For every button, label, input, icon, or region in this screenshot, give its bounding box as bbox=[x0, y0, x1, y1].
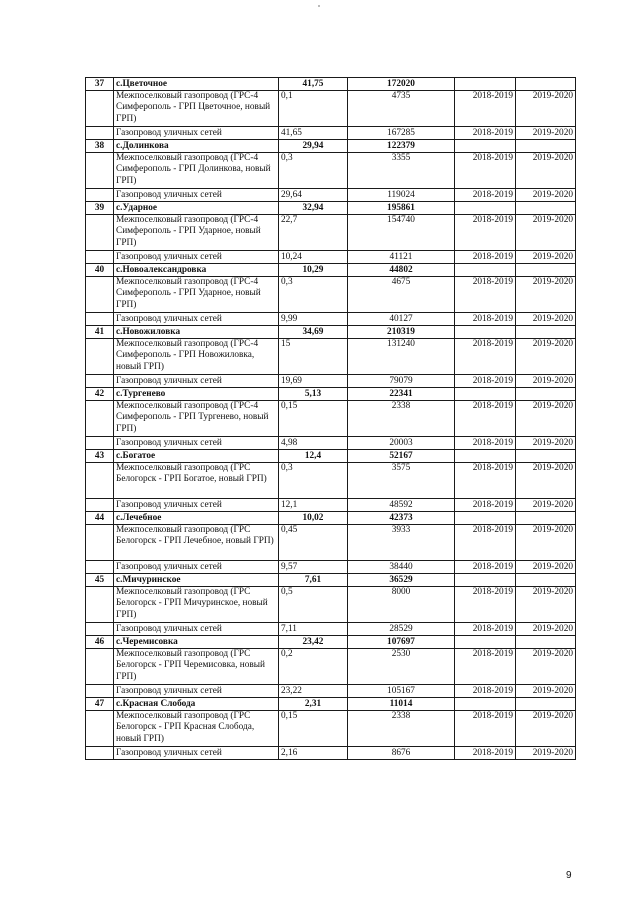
empty-cell bbox=[455, 202, 516, 215]
pipeline-name: Межпоселковый газопровод (ГРС Белогорск - ГРП Красная Слобода, новый ГРП) bbox=[114, 711, 279, 747]
construction-period: 2019-2020 bbox=[516, 437, 576, 450]
settlement-row bbox=[86, 512, 576, 525]
pipeline-length: 22,7 bbox=[279, 215, 348, 251]
street-network-length: 19,69 bbox=[279, 375, 348, 388]
street-network-cost: 167285 bbox=[348, 127, 455, 140]
settlement-length: 32,94 bbox=[279, 202, 348, 215]
pipeline-cost: 3933 bbox=[348, 525, 455, 561]
street-network-length: 7,11 bbox=[279, 623, 348, 636]
street-network-length: 9,57 bbox=[279, 561, 348, 574]
pipeline-length: 0,45 bbox=[279, 525, 348, 561]
street-network-cost: 41121 bbox=[348, 251, 455, 264]
construction-period: 2019-2020 bbox=[516, 685, 576, 698]
pipeline-length: 0,2 bbox=[279, 649, 348, 685]
street-network-cost: 20003 bbox=[348, 437, 455, 450]
pipeline-name: Межпоселковый газопровод (ГРС-4 Симферополь - ГРП Тургенево, новый ГРП) bbox=[114, 401, 279, 437]
design-period: 2018-2019 bbox=[455, 711, 516, 747]
pipeline-cost: 2530 bbox=[348, 649, 455, 685]
street-network-length: 29,64 bbox=[279, 189, 348, 202]
construction-period: 2019-2020 bbox=[516, 277, 576, 313]
pipeline-length: 0,3 bbox=[279, 153, 348, 189]
pipeline-length: 0,1 bbox=[279, 91, 348, 127]
street-network-name: Газопровод уличных сетей bbox=[114, 747, 279, 760]
street-network-cost: 28529 bbox=[348, 623, 455, 636]
table-body bbox=[86, 78, 576, 760]
street-network-cost: 38440 bbox=[348, 561, 455, 574]
street-network-row bbox=[86, 189, 576, 202]
settlement-name: с.Долинкова bbox=[114, 140, 279, 153]
street-network-row bbox=[86, 499, 576, 512]
construction-period: 2019-2020 bbox=[516, 153, 576, 189]
row-number: 37 bbox=[86, 78, 114, 91]
construction-period: 2019-2020 bbox=[516, 91, 576, 127]
empty-cell bbox=[86, 189, 114, 202]
settlement-row bbox=[86, 326, 576, 339]
settlement-length: 5,13 bbox=[279, 388, 348, 401]
street-network-name: Газопровод уличных сетей bbox=[114, 437, 279, 450]
street-network-cost: 79079 bbox=[348, 375, 455, 388]
row-number: 40 bbox=[86, 264, 114, 277]
street-network-length: 10,24 bbox=[279, 251, 348, 264]
settlement-name: с.Ударное bbox=[114, 202, 279, 215]
design-period: 2018-2019 bbox=[455, 685, 516, 698]
street-network-name: Газопровод уличных сетей bbox=[114, 313, 279, 326]
settlement-name: с.Новоалександровка bbox=[114, 264, 279, 277]
street-network-cost: 40127 bbox=[348, 313, 455, 326]
settlement-length: 23,42 bbox=[279, 636, 348, 649]
empty-cell bbox=[516, 636, 576, 649]
street-network-row bbox=[86, 623, 576, 636]
row-number: 45 bbox=[86, 574, 114, 587]
empty-cell bbox=[455, 698, 516, 711]
empty-cell bbox=[455, 264, 516, 277]
empty-cell bbox=[86, 339, 114, 375]
row-number: 46 bbox=[86, 636, 114, 649]
intersettlement-pipeline-row bbox=[86, 277, 576, 313]
empty-cell bbox=[455, 140, 516, 153]
construction-period: 2019-2020 bbox=[516, 215, 576, 251]
empty-cell bbox=[516, 450, 576, 463]
street-network-name: Газопровод уличных сетей bbox=[114, 375, 279, 388]
empty-cell bbox=[516, 140, 576, 153]
empty-cell bbox=[455, 574, 516, 587]
pipeline-length: 0,15 bbox=[279, 711, 348, 747]
design-period: 2018-2019 bbox=[455, 499, 516, 512]
settlement-length: 29,94 bbox=[279, 140, 348, 153]
pipeline-length: 0,3 bbox=[279, 463, 348, 499]
construction-period: 2019-2020 bbox=[516, 499, 576, 512]
intersettlement-pipeline-row bbox=[86, 525, 576, 561]
street-network-length: 9,99 bbox=[279, 313, 348, 326]
settlement-name: с.Черемисовка bbox=[114, 636, 279, 649]
pipeline-length: 0,5 bbox=[279, 587, 348, 623]
settlement-cost: 22341 bbox=[348, 388, 455, 401]
row-number: 41 bbox=[86, 326, 114, 339]
pipeline-cost: 2338 bbox=[348, 401, 455, 437]
construction-period: 2019-2020 bbox=[516, 313, 576, 326]
construction-period: 2019-2020 bbox=[516, 401, 576, 437]
street-network-name: Газопровод уличных сетей bbox=[114, 499, 279, 512]
design-period: 2018-2019 bbox=[455, 251, 516, 264]
construction-period: 2019-2020 bbox=[516, 711, 576, 747]
design-period: 2018-2019 bbox=[455, 215, 516, 251]
empty-cell bbox=[86, 277, 114, 313]
pipeline-name: Межпоселковый газопровод (ГРС Белогорск - ГРП Мичуринское, новый ГРП) bbox=[114, 587, 279, 623]
empty-cell bbox=[516, 202, 576, 215]
pipeline-cost: 2338 bbox=[348, 711, 455, 747]
street-network-name: Газопровод уличных сетей bbox=[114, 251, 279, 264]
pipeline-cost: 3355 bbox=[348, 153, 455, 189]
street-network-row bbox=[86, 251, 576, 264]
empty-cell bbox=[516, 326, 576, 339]
pipeline-name: Межпоселковый газопровод (ГРС-4 Симферополь - ГРП Цветочное, новый ГРП) bbox=[114, 91, 279, 127]
settlement-name: с.Цветочное bbox=[114, 78, 279, 91]
intersettlement-pipeline-row bbox=[86, 587, 576, 623]
intersettlement-pipeline-row bbox=[86, 339, 576, 375]
design-period: 2018-2019 bbox=[455, 401, 516, 437]
empty-cell bbox=[455, 450, 516, 463]
street-network-row bbox=[86, 685, 576, 698]
empty-cell bbox=[516, 78, 576, 91]
settlement-length: 10,29 bbox=[279, 264, 348, 277]
settlement-cost: 11014 bbox=[348, 698, 455, 711]
empty-cell bbox=[86, 127, 114, 140]
pipeline-cost: 3575 bbox=[348, 463, 455, 499]
construction-period: 2019-2020 bbox=[516, 375, 576, 388]
pipeline-cost: 8000 bbox=[348, 587, 455, 623]
street-network-length: 2,16 bbox=[279, 747, 348, 760]
settlement-name: с.Богатое bbox=[114, 450, 279, 463]
empty-cell bbox=[86, 499, 114, 512]
street-network-cost: 119024 bbox=[348, 189, 455, 202]
settlement-row bbox=[86, 264, 576, 277]
design-period: 2018-2019 bbox=[455, 561, 516, 574]
pipeline-length: 15 bbox=[279, 339, 348, 375]
street-network-name: Газопровод уличных сетей bbox=[114, 189, 279, 202]
settlement-cost: 42373 bbox=[348, 512, 455, 525]
pipeline-cost: 4675 bbox=[348, 277, 455, 313]
pipeline-length: 0,15 bbox=[279, 401, 348, 437]
street-network-cost: 8676 bbox=[348, 747, 455, 760]
settlement-row bbox=[86, 574, 576, 587]
street-network-row bbox=[86, 127, 576, 140]
row-number: 38 bbox=[86, 140, 114, 153]
settlement-length: 12,4 bbox=[279, 450, 348, 463]
settlement-cost: 52167 bbox=[348, 450, 455, 463]
construction-period: 2019-2020 bbox=[516, 339, 576, 375]
intersettlement-pipeline-row bbox=[86, 649, 576, 685]
settlement-length: 2,31 bbox=[279, 698, 348, 711]
pipeline-name: Межпоселковый газопровод (ГРС-4 Симферополь - ГРП Новожиловка, новый ГРП) bbox=[114, 339, 279, 375]
intersettlement-pipeline-row bbox=[86, 711, 576, 747]
empty-cell bbox=[86, 313, 114, 326]
empty-cell bbox=[86, 401, 114, 437]
empty-cell bbox=[455, 512, 516, 525]
intersettlement-pipeline-row bbox=[86, 215, 576, 251]
design-period: 2018-2019 bbox=[455, 127, 516, 140]
street-network-length: 23,22 bbox=[279, 685, 348, 698]
settlement-name: с.Лечебное bbox=[114, 512, 279, 525]
pipeline-name: Межпоселковый газопровод (ГРС-4 Симферополь - ГРП Долинкова, новый ГРП) bbox=[114, 153, 279, 189]
row-number: 43 bbox=[86, 450, 114, 463]
pipeline-name: Межпоселковый газопровод (ГРС Белогорск - ГРП Богатое, новый ГРП) bbox=[114, 463, 279, 499]
settlement-name: с.Мичуринское bbox=[114, 574, 279, 587]
settlement-row bbox=[86, 450, 576, 463]
empty-cell bbox=[455, 326, 516, 339]
intersettlement-pipeline-row bbox=[86, 463, 576, 499]
design-period: 2018-2019 bbox=[455, 463, 516, 499]
empty-cell bbox=[86, 251, 114, 264]
pipeline-name: Межпоселковый газопровод (ГРС Белогорск - ГРП Черемисовка, новый ГРП) bbox=[114, 649, 279, 685]
settlement-cost: 210319 bbox=[348, 326, 455, 339]
street-network-cost: 105167 bbox=[348, 685, 455, 698]
empty-cell bbox=[516, 574, 576, 587]
construction-period: 2019-2020 bbox=[516, 747, 576, 760]
empty-cell bbox=[86, 215, 114, 251]
intersettlement-pipeline-row bbox=[86, 153, 576, 189]
construction-period: 2019-2020 bbox=[516, 623, 576, 636]
settlement-name: с.Красная Слобода bbox=[114, 698, 279, 711]
design-period: 2018-2019 bbox=[455, 587, 516, 623]
empty-cell bbox=[86, 375, 114, 388]
settlement-cost: 172020 bbox=[348, 78, 455, 91]
empty-cell bbox=[455, 388, 516, 401]
empty-cell bbox=[86, 91, 114, 127]
settlement-cost: 44802 bbox=[348, 264, 455, 277]
construction-period: 2019-2020 bbox=[516, 525, 576, 561]
empty-cell bbox=[86, 437, 114, 450]
design-period: 2018-2019 bbox=[455, 437, 516, 450]
intersettlement-pipeline-row bbox=[86, 401, 576, 437]
design-period: 2018-2019 bbox=[455, 153, 516, 189]
street-network-cost: 48592 bbox=[348, 499, 455, 512]
design-period: 2018-2019 bbox=[455, 747, 516, 760]
design-period: 2018-2019 bbox=[455, 525, 516, 561]
gasification-table bbox=[85, 77, 576, 760]
settlement-length: 41,75 bbox=[279, 78, 348, 91]
settlement-cost: 107697 bbox=[348, 636, 455, 649]
design-period: 2018-2019 bbox=[455, 375, 516, 388]
design-period: 2018-2019 bbox=[455, 339, 516, 375]
settlement-length: 7,61 bbox=[279, 574, 348, 587]
row-number: 44 bbox=[86, 512, 114, 525]
pipeline-cost: 154740 bbox=[348, 215, 455, 251]
design-period: 2018-2019 bbox=[455, 189, 516, 202]
empty-cell bbox=[86, 685, 114, 698]
settlement-row bbox=[86, 698, 576, 711]
street-network-row bbox=[86, 375, 576, 388]
design-period: 2018-2019 bbox=[455, 649, 516, 685]
empty-cell bbox=[86, 711, 114, 747]
empty-cell bbox=[516, 388, 576, 401]
street-network-row bbox=[86, 561, 576, 574]
street-network-row bbox=[86, 747, 576, 760]
street-network-length: 12,1 bbox=[279, 499, 348, 512]
empty-cell bbox=[455, 636, 516, 649]
pipeline-name: Межпоселковый газопровод (ГРС Белогорск - ГРП Лечебное, новый ГРП) bbox=[114, 525, 279, 561]
empty-cell bbox=[86, 463, 114, 499]
construction-period: 2019-2020 bbox=[516, 649, 576, 685]
design-period: 2018-2019 bbox=[455, 277, 516, 313]
construction-period: 2019-2020 bbox=[516, 127, 576, 140]
settlement-row bbox=[86, 78, 576, 91]
design-period: 2018-2019 bbox=[455, 313, 516, 326]
design-period: 2018-2019 bbox=[455, 623, 516, 636]
street-network-name: Газопровод уличных сетей bbox=[114, 127, 279, 140]
construction-period: 2019-2020 bbox=[516, 587, 576, 623]
empty-cell bbox=[86, 747, 114, 760]
empty-cell bbox=[516, 698, 576, 711]
pipeline-length: 0,3 bbox=[279, 277, 348, 313]
empty-cell bbox=[516, 264, 576, 277]
street-network-name: Газопровод уличных сетей bbox=[114, 623, 279, 636]
construction-period: 2019-2020 bbox=[516, 561, 576, 574]
settlement-length: 34,69 bbox=[279, 326, 348, 339]
street-network-row bbox=[86, 437, 576, 450]
empty-cell bbox=[86, 649, 114, 685]
settlement-row bbox=[86, 140, 576, 153]
scan-speck bbox=[318, 5, 320, 7]
empty-cell bbox=[86, 561, 114, 574]
street-network-name: Газопровод уличных сетей bbox=[114, 561, 279, 574]
design-period: 2018-2019 bbox=[455, 91, 516, 127]
settlement-cost: 122379 bbox=[348, 140, 455, 153]
settlement-row bbox=[86, 636, 576, 649]
pipeline-cost: 131240 bbox=[348, 339, 455, 375]
empty-cell bbox=[455, 78, 516, 91]
construction-period: 2019-2020 bbox=[516, 463, 576, 499]
pipeline-cost: 4735 bbox=[348, 91, 455, 127]
construction-period: 2019-2020 bbox=[516, 189, 576, 202]
intersettlement-pipeline-row bbox=[86, 91, 576, 127]
street-network-length: 4,98 bbox=[279, 437, 348, 450]
settlement-row bbox=[86, 388, 576, 401]
construction-period: 2019-2020 bbox=[516, 251, 576, 264]
settlement-cost: 36529 bbox=[348, 574, 455, 587]
row-number: 42 bbox=[86, 388, 114, 401]
empty-cell bbox=[86, 623, 114, 636]
empty-cell bbox=[86, 153, 114, 189]
settlement-length: 10,02 bbox=[279, 512, 348, 525]
page-number: 9 bbox=[566, 870, 572, 881]
street-network-length: 41,65 bbox=[279, 127, 348, 140]
settlement-name: с.Тургенево bbox=[114, 388, 279, 401]
pipeline-name: Межпоселковый газопровод (ГРС-4 Симферополь - ГРП Ударное, новый ГРП) bbox=[114, 215, 279, 251]
empty-cell bbox=[86, 587, 114, 623]
empty-cell bbox=[86, 525, 114, 561]
settlement-name: с.Новожиловка bbox=[114, 326, 279, 339]
pipeline-name: Межпоселковый газопровод (ГРС-4 Симферополь - ГРП Ударное, новый ГРП) bbox=[114, 277, 279, 313]
row-number: 47 bbox=[86, 698, 114, 711]
settlement-cost: 195861 bbox=[348, 202, 455, 215]
row-number: 39 bbox=[86, 202, 114, 215]
street-network-name: Газопровод уличных сетей bbox=[114, 685, 279, 698]
settlement-row bbox=[86, 202, 576, 215]
empty-cell bbox=[516, 512, 576, 525]
street-network-row bbox=[86, 313, 576, 326]
